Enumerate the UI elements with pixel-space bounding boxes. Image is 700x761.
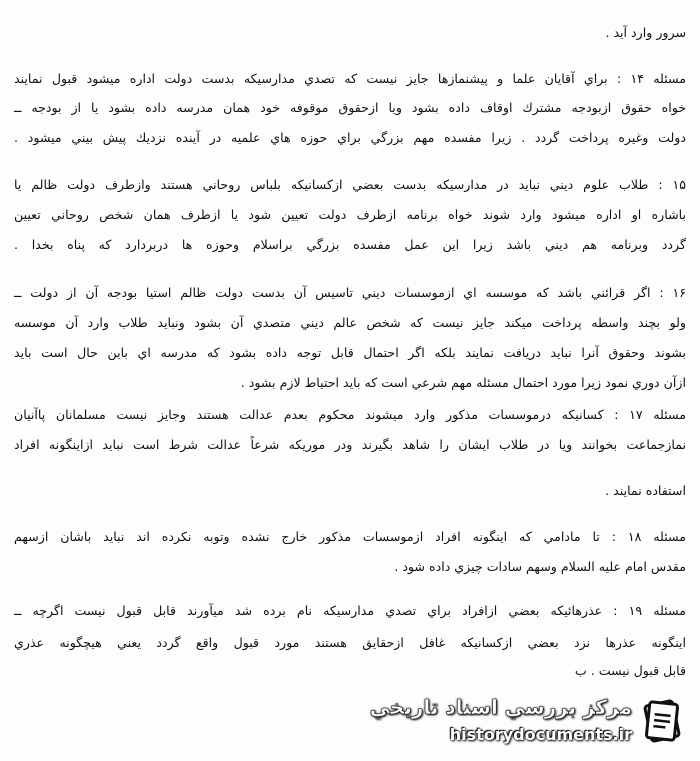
watermark-url: historydocuments.ir [449,725,632,744]
text-line-9: ولو بچند واسطه پرداخت ميكند جايز نيست كه شخص عالم ديني متصدي آن بشود ونبايد طلاب وارد آن موسسه [14,315,686,330]
text-line-5: ۱۵ : طلاب علوم ديني نبايد در مدارسيكه بدست بعضي ازكسانيكه بلباس روحاني هستند وازطرف دولت ظالم يا [14,177,686,192]
text-line-3: خواه حقوق ازبودجه مشترك اوقاف داده بشود ويا ازحقوق موقوفه خود همان مدرسه داده بشود يا از بودجه ــ [14,100,686,115]
watermark [369,691,690,753]
text-line-19: قابل قبول نيست . ب [574,663,686,678]
text-line-17: مسئله ۱۹ : عذرهائيكه بعضي ازافراد براي تصدي مدارسيكه نام برده شد ميآورند قابل قبول نيست اگرچه ــ [14,603,686,618]
text-line-11: ازآن دوري نمود زيرا مورد احتمال مسئله مهم شرعي است كه بايد احتياط لازم بشود . [240,375,686,390]
text-line-4: دولت وغيره پرداخت گردد . زيرا مفسده مهم بزرگي براي حوزه هاي علميه در آينده نزديك پيش بيني ميشود . [14,130,686,145]
text-line-2: مسئله ۱۴ : براي آقايان علما و پيشنمازها جايز نيست كه تصدي مدارسيكه بدست دولت اداره ميشود قبول نمايند [14,71,686,86]
text-line-1: سرور وارد آيد . [605,25,686,40]
text-line-18: اينگونه عذرها نزد بعضي ازكسانيكه غافل ازحقايق هستند مورد قبول واقع گردد يعني هيچگونه عذري [14,635,686,650]
document-stack-logo-icon [638,697,686,745]
text-line-15: مسئله ۱۸ : تا مادامي كه اينگونه افراد ازموسسات مذكور خارج نشده وتوبه نكرده اند نبايد باشان ازسهم [14,529,686,544]
text-line-14: استفاده نمايند . [605,483,686,498]
text-line-10: بشوند وحقوق آنرا نبايد دريافت نمايند بلكه اگر احتمال قابل توجه داده بشود كه مدرسه اي باين حال است بايد [14,345,686,360]
text-line-8: ۱۶ : اگر قرائني باشد كه موسسه اي ازموسسات ديني تاسيس آن بدست دولت ظالم استيا بودجه آن از دولت ــ [14,285,686,300]
text-line-7: گردد وبرنامه هم ديني باشد زيرا اين عمل مفسده بزرگي براسلام وحوزه ها دربردارد كه پناه بخدا . [14,237,686,252]
text-line-16: مقدس امام عليه السلام وسهم سادات چيزي داده شود . [394,559,686,574]
text-line-6: باشاره او اداره ميشود وارد شوند خواه برنامه ازطرف دولت تعيين شود يا ازطرف همان شخص روحاني تعيين [14,207,686,222]
text-line-13: نمازجماعت بخوانند ويا در طلاب ايشان را شاهد بگيرند ودر موريكه شرعاً عدالت شرط است نبايد ازاينگونه افراد [14,437,686,452]
text-line-12: مسئله ۱۷ : كسانيكه درموسسات مذكور وارد ميشوند محكوم بعدم عدالت هستند وجايز نيست مسلمانان پاآنيان [14,407,686,422]
watermark-title: مركز بررسي اسناد تاريخي [369,695,632,719]
